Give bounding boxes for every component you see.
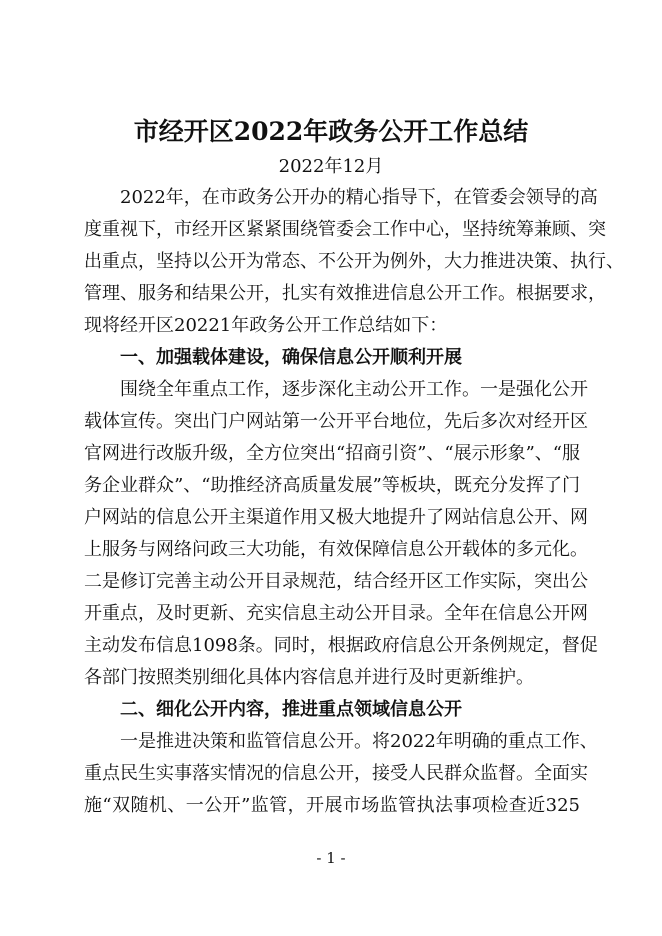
intro-paragraph (84, 182, 624, 342)
document-body (84, 182, 624, 822)
section-1-paragraph (84, 374, 598, 694)
text-line: 围绕全年重点工作，逐步深化主动公开工作。一是强化公开 (120, 379, 588, 400)
text-line: 2022年，在市政务公开办的精心指导下，在管委会领导的高 (120, 187, 598, 208)
text-line: 度重视下，市经开区紧紧围绕管委会工作中心，坚持统筹兼顾、突 (84, 219, 606, 240)
section-heading-2: 二、细化公开内容，推进重点领域信息公开 (120, 699, 462, 720)
document-date: 2022年12月 (278, 156, 384, 177)
text-line: 二是修订完善主动公开目录规范，结合经开区工作实际，突出公 (84, 571, 588, 592)
text-line: 重点民生实事落实情况的信息公开，接受人民群众监督。全面实 (84, 763, 588, 784)
page-number: - 1 - (316, 849, 346, 867)
text-line: 上服务与网络问政三大功能，有效保障信息公开载体的多元化。 (84, 539, 588, 560)
text-line: 一是推进决策和监管信息公开。将2022年明确的重点工作、 (120, 731, 598, 752)
text-line: 务企业群众”、“助推经济高质量发展”等板块，既充分发挥了门 (84, 475, 580, 496)
text-line: 开重点，及时更新、充实信息主动公开目录。全年在信息公开网 (84, 603, 588, 624)
section-heading-1: 一、加强载体建设，确保信息公开顺利开展 (120, 347, 462, 368)
text-line: 户网站的信息公开主渠道作用又极大地提升了网站信息公开、网 (84, 507, 588, 528)
text-line: 官网进行改版升级，全方位突出“招商引资”、“展示形象”、“服 (84, 443, 581, 464)
text-line: 主动发布信息1098条。同时，根据政府信息公开条例规定，督促 (84, 635, 598, 656)
text-line: 各部门按照类别细化具体内容信息并进行及时更新维护。 (84, 667, 534, 688)
section-2-paragraph (84, 726, 598, 822)
text-line: 管理、服务和结果公开，扎实有效推进信息公开工作。根据要求， (84, 283, 606, 304)
text-line: 现将经开区20221年政务公开工作总结如下： (84, 315, 448, 336)
document-title: 市经开区2022年政务公开工作总结 (133, 117, 529, 146)
text-line: 施“双随机、一公开”监管，开展市场监管执法事项检查近325 (84, 795, 580, 816)
text-line: 出重点，坚持以公开为常态、不公开为例外，大力推进决策、执行、 (84, 251, 624, 272)
text-line: 载体宣传。突出门户网站第一公开平台地位，先后多次对经开区 (84, 411, 588, 432)
